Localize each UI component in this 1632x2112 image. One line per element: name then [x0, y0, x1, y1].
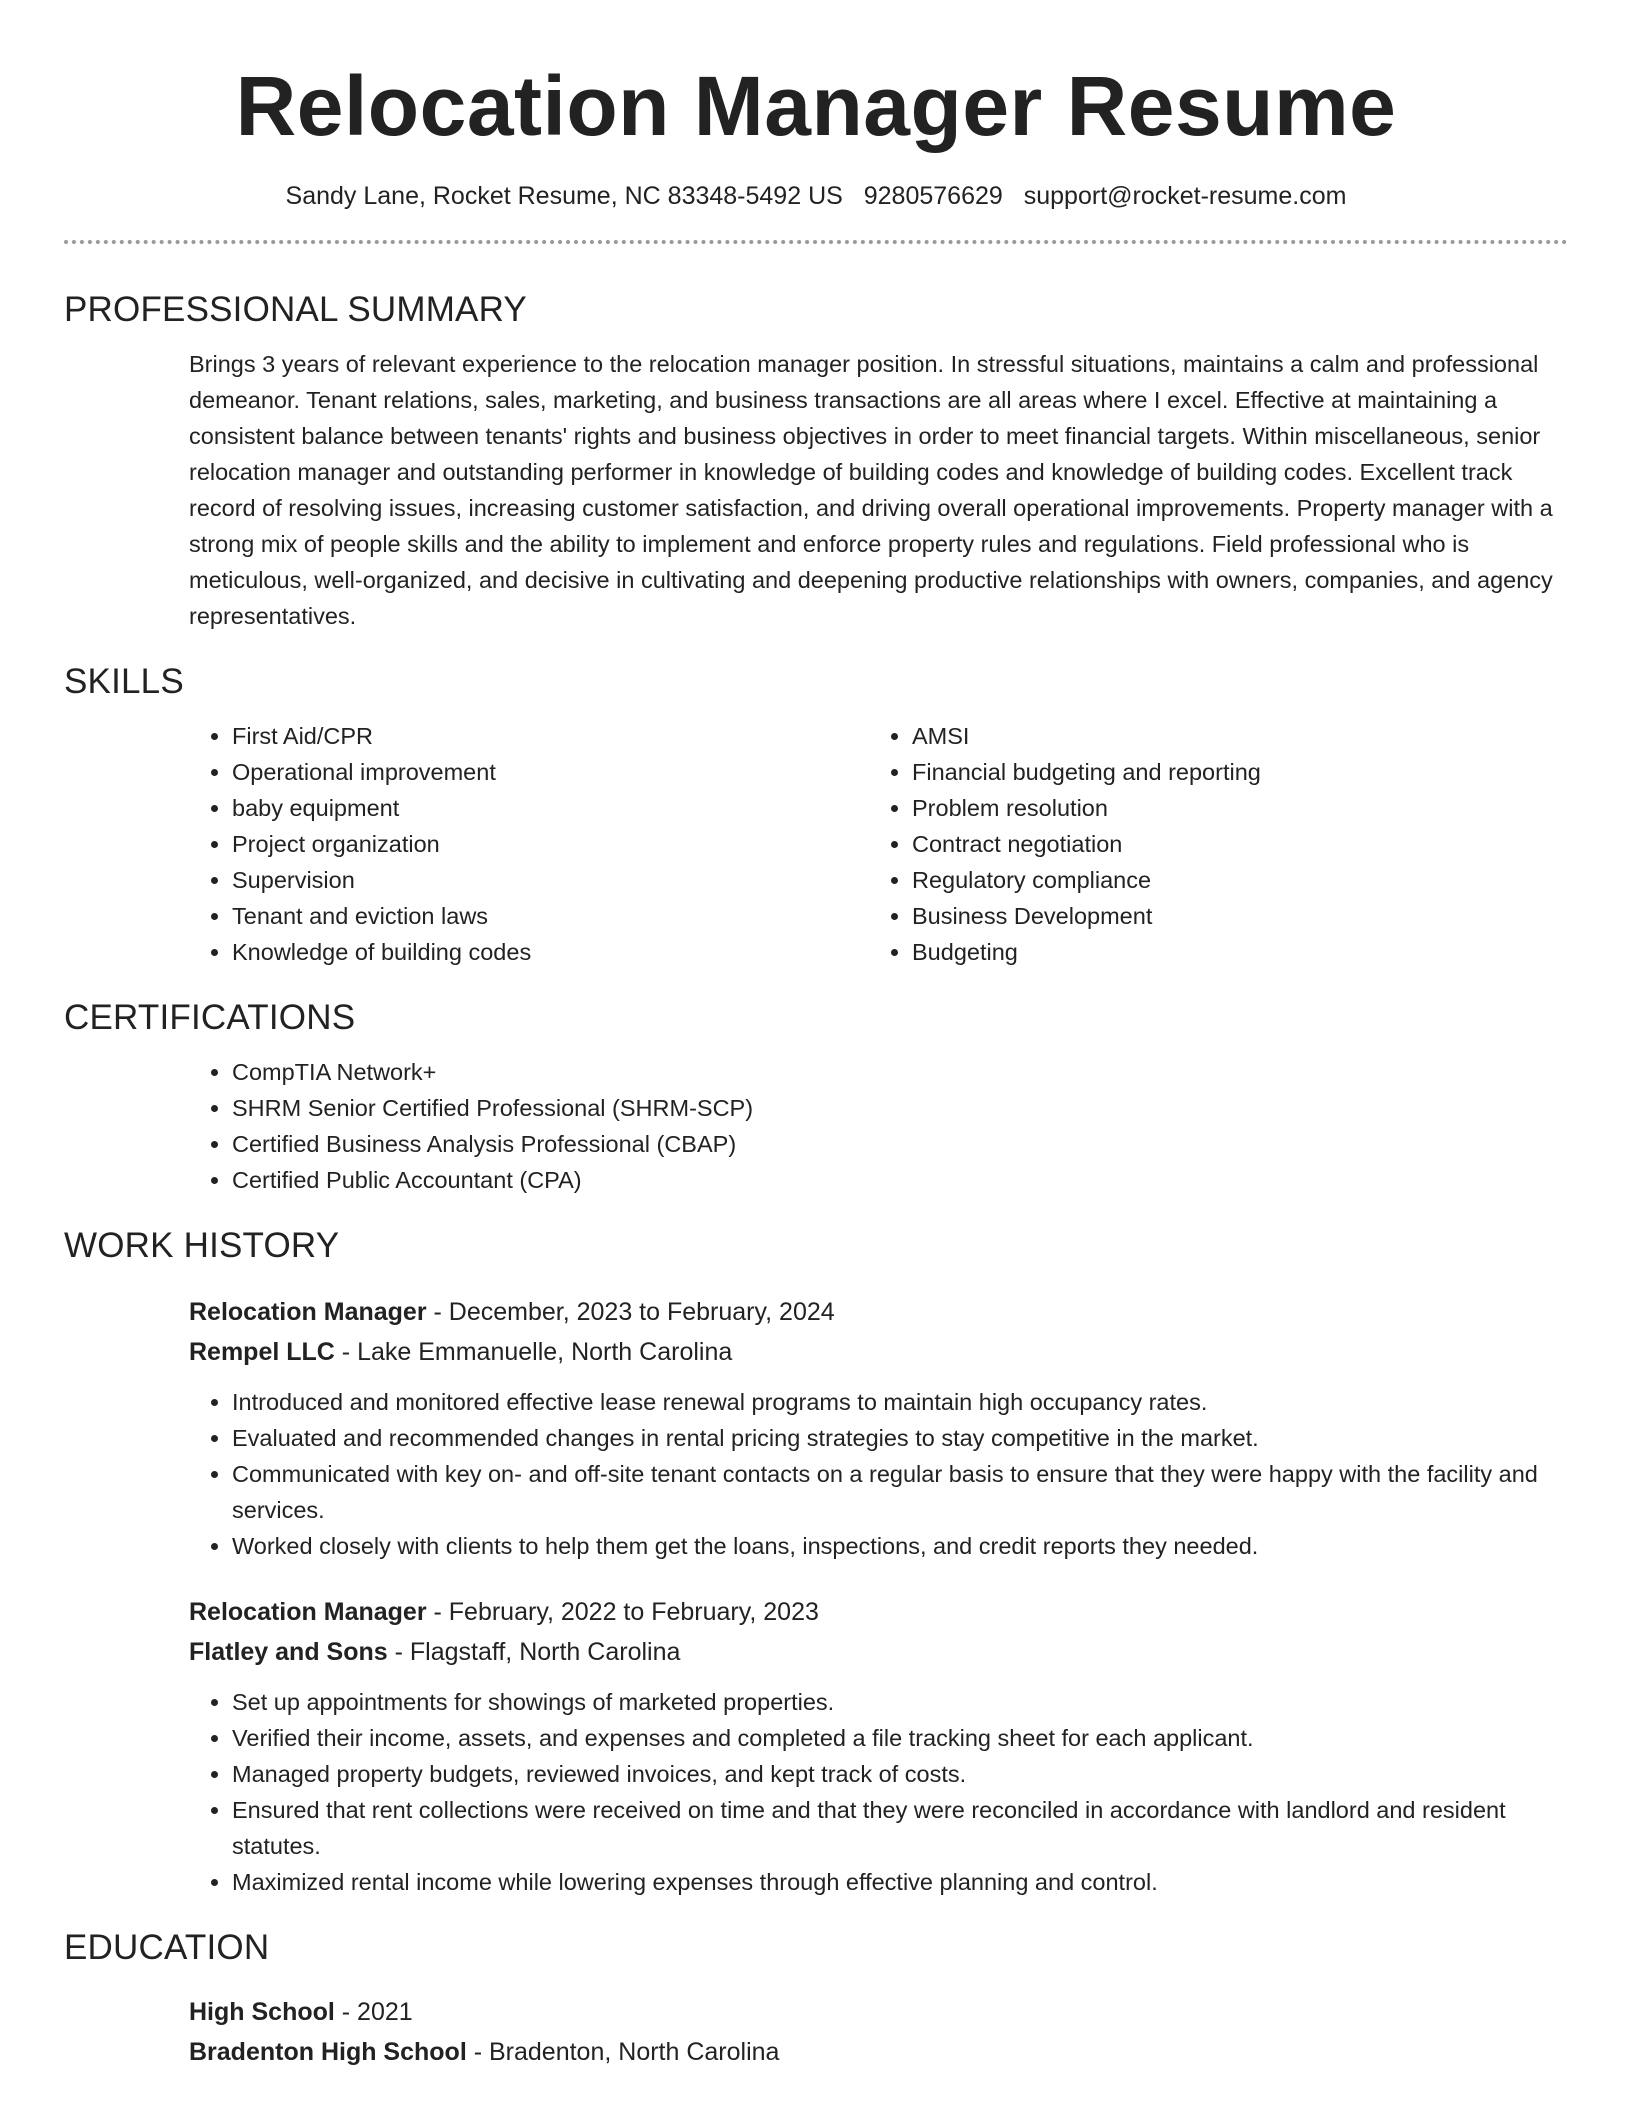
- skill-item: • Problem resolution: [912, 790, 1549, 826]
- page-title: Relocation Manager Resume: [235, 59, 1397, 153]
- skill-item: • Tenant and eviction laws: [232, 898, 869, 934]
- job-duty: • Evaluated and recommended changes in rental pricing strategies to stay competitive in the market.: [232, 1420, 1568, 1456]
- job-duty: • Worked closely with clients to help them get the loans, inspections, and credit reports they needed.: [232, 1528, 1568, 1564]
- certifications-heading: CERTIFICATIONS: [64, 998, 356, 1037]
- skill-item: • First Aid/CPR: [232, 718, 869, 754]
- job-role: Relocation Manager: [189, 1598, 427, 1626]
- education-entry: [189, 1992, 1568, 2072]
- education-year: - 2021: [334, 1998, 413, 2026]
- job-duty: • Maximized rental income while lowering expenses through effective planning and control.: [232, 1864, 1568, 1900]
- skill-item: • Knowledge of building codes: [232, 934, 869, 970]
- skill-item: • Project organization: [232, 826, 869, 862]
- summary-heading: PROFESSIONAL SUMMARY: [64, 290, 527, 329]
- skills-heading: SKILLS: [64, 662, 184, 701]
- job-duties-list: [189, 1684, 1568, 1900]
- job-company-line: [189, 1632, 1568, 1672]
- job-duties-list: [189, 1384, 1568, 1564]
- work-history-heading: WORK HISTORY: [64, 1226, 340, 1265]
- job-company-line: [189, 1332, 1568, 1372]
- education-degree-line: [189, 1992, 1568, 2032]
- job-location: - Lake Emmanuelle, North Carolina: [334, 1338, 733, 1366]
- job-role-line: [189, 1292, 1568, 1332]
- skill-item: • Operational improvement: [232, 754, 869, 790]
- job-duty: • Verified their income, assets, and expenses and completed a file tracking sheet for each applicant.: [232, 1720, 1568, 1756]
- contact-phone: 9280576629: [863, 182, 1003, 210]
- summary-text: Brings 3 years of relevant experience to the relocation manager position. In stressful situations, maintains a calm and professional demeanor. Tenant relations, sales, marketing, and business transactions are all areas where I excel. Effective at maintaining a consistent balance between tenants' rights and business objectives in order to meet financial targets. Within miscellaneous, senior relocation manager and outstanding performer in knowledge of building codes and knowledge of building codes. Excellent track record of resolving issues, increasing customer satisfaction, and driving overall operational improvements. Property manager with a strong mix of people skills and the ability to implement and enforce property rules and regulations. Field professional who is meticulous, well-organized, and decisive in cultivating and deepening productive relationships with owners, companies, and agency representatives.: [189, 351, 1553, 629]
- education-heading: EDUCATION: [64, 1928, 270, 1967]
- education-degree: High School: [189, 1998, 335, 2026]
- skill-item: • Business Development: [912, 898, 1549, 934]
- job-duty: • Ensured that rent collections were received on time and that they were reconciled in accordance with landlord and resident statutes.: [232, 1792, 1568, 1864]
- job-duty: • Set up appointments for showings of marketed properties.: [232, 1684, 1568, 1720]
- job-company: Flatley and Sons: [189, 1638, 388, 1666]
- job-role: Relocation Manager: [189, 1298, 427, 1326]
- skill-item: • Regulatory compliance: [912, 862, 1549, 898]
- certification-item: • Certified Business Analysis Professional (CBAP): [232, 1126, 1568, 1162]
- certification-item: • CompTIA Network+: [232, 1054, 1568, 1090]
- skill-item: • Financial budgeting and reporting: [912, 754, 1549, 790]
- certification-item: • SHRM Senior Certified Professional (SHRM-SCP): [232, 1090, 1568, 1126]
- job-dates: - December, 2023 to February, 2024: [426, 1298, 835, 1326]
- education-school: Bradenton High School: [189, 2038, 467, 2066]
- skill-item: • baby equipment: [232, 790, 869, 826]
- skill-item: • Budgeting: [912, 934, 1549, 970]
- skill-item: • Supervision: [232, 862, 869, 898]
- contact-line: [64, 178, 1568, 214]
- job-duty: • Communicated with key on- and off-site tenant contacts on a regular basis to ensure that they were happy with the facility and services.: [232, 1456, 1568, 1528]
- contact-address: Sandy Lane, Rocket Resume, NC 83348-5492 US: [285, 182, 843, 210]
- header-divider: [64, 240, 1568, 244]
- skill-item: • Contract negotiation: [912, 826, 1549, 862]
- job-location: - Flagstaff, North Carolina: [387, 1638, 681, 1666]
- job-dates: - February, 2022 to February, 2023: [426, 1598, 819, 1626]
- contact-email: support@rocket-resume.com: [1023, 182, 1347, 210]
- skill-item: • AMSI: [912, 718, 1549, 754]
- job-entry: [189, 1292, 1568, 1564]
- skills-list-right: [869, 718, 1549, 970]
- certifications-block: [189, 1054, 1568, 1198]
- skills-list-left: [189, 718, 869, 970]
- skills-column-right: [869, 718, 1549, 970]
- education-location: - Bradenton, North Carolina: [466, 2038, 780, 2066]
- skills-grid: [189, 718, 1568, 970]
- job-company: Rempel LLC: [189, 1338, 335, 1366]
- skills-column-left: [189, 718, 869, 970]
- job-duty: • Introduced and monitored effective lease renewal programs to maintain high occupancy rates.: [232, 1384, 1568, 1420]
- certification-item: • Certified Public Accountant (CPA): [232, 1162, 1568, 1198]
- job-entry: [189, 1592, 1568, 1900]
- job-role-line: [189, 1592, 1568, 1632]
- job-duty: • Managed property budgets, reviewed invoices, and kept track of costs.: [232, 1756, 1568, 1792]
- certifications-list: [189, 1054, 1568, 1198]
- education-school-line: [189, 2032, 1568, 2072]
